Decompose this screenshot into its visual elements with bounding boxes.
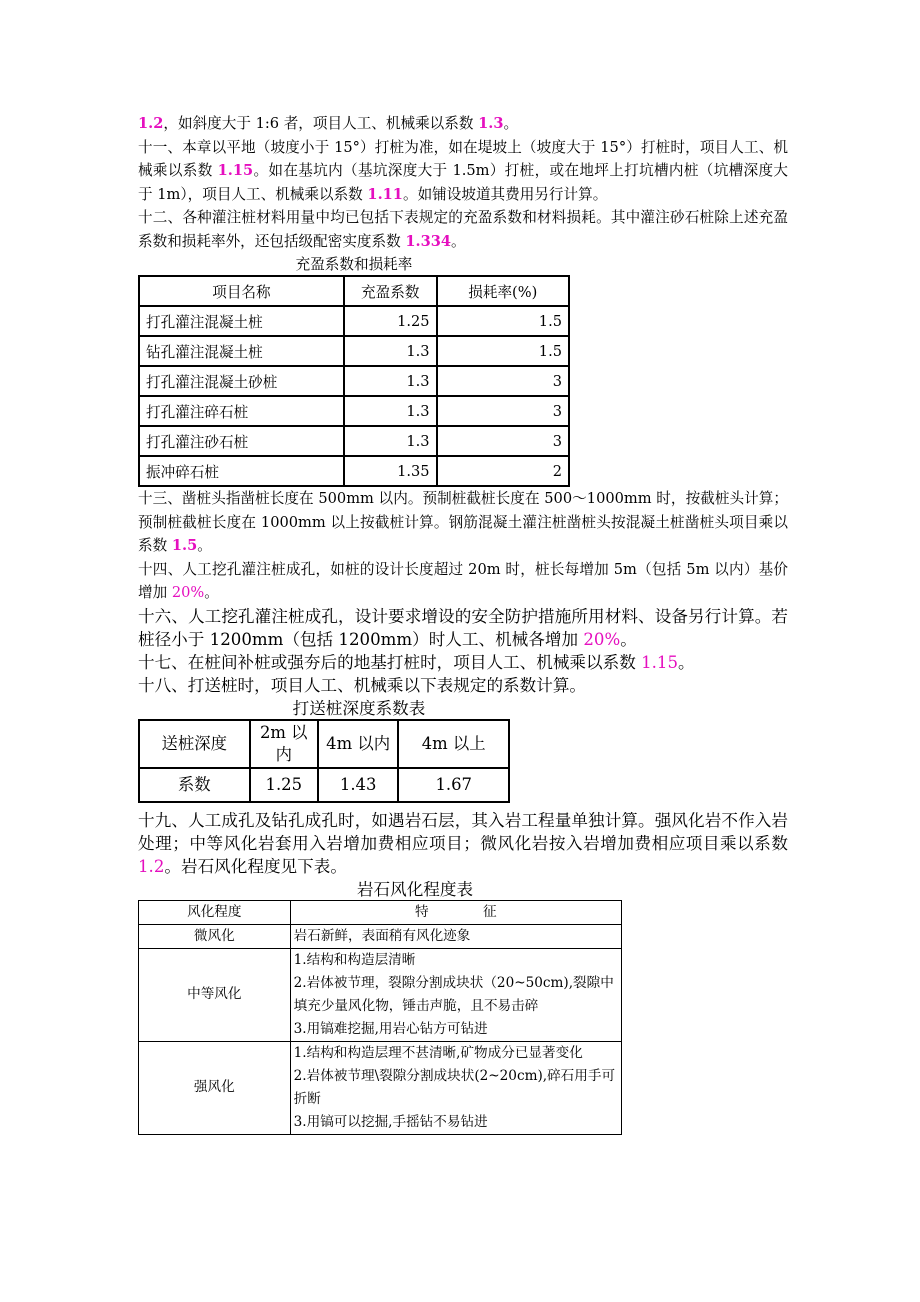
table-row — [139, 426, 569, 456]
table-row — [139, 456, 569, 486]
document-page — [138, 112, 788, 1135]
table-cell: 中等风化 — [139, 948, 291, 1041]
table-cell: 1.结构和构造层理不甚清晰,矿物成分已显著变化 2.岩体被节理\裂隙分割成块状(2~20cm),碎石用手可折断 3.用镐可以挖掘,手摇钻不易钻进 — [290, 1041, 621, 1134]
table-cell: 系数 — [139, 768, 250, 802]
table-header-cell: 特 征 — [290, 900, 621, 924]
table-cell: 打孔灌注砂石桩 — [139, 426, 344, 456]
table-header-cell: 2m 以内 — [250, 720, 318, 768]
table-cell: 2 — [437, 456, 569, 486]
table-cell: 岩石新鲜，表面稍有风化迹象 — [290, 924, 621, 948]
table-cell: 钻孔灌注混凝土桩 — [139, 336, 344, 366]
paragraph-12: 十二、各种灌注桩材料用量中均已包括下表规定的充盈系数和材料损耗。其中灌注砂石桩除上述充盈系数和损耗率外，还包括级配密实度系数 1.334。 — [138, 209, 788, 250]
table-cell: 1.结构和构造层清晰 2.岩体被节理，裂隙分割成块状（20~50cm),裂隙中填充少量风化物，锤击声脆，且不易击碎 3.用镐难挖掘,用岩心钻方可钻进 — [290, 948, 621, 1041]
paragraph-11: 十一、本章以平地（坡度小于 15°）打桩为准，如在堤坡上（坡度大于 15°）打桩时，项目人工、机械乘以系数 1.15。如在基坑内（基坑深度大于 1.5m）打桩，或在地坪上打坑槽内桩（坑槽深度大于 1m），项目人工、机械乘以系数 1.11。如铺设坡道其费用另行计算。 — [138, 138, 788, 203]
pile-depth-coefficient-table — [138, 719, 510, 803]
paragraph-14: 十四、人工挖孔灌注桩成孔，如桩的设计长度超过 20m 时，桩长每增加 5m（包括 5m 以内）基价增加 20%。 — [138, 560, 788, 601]
table3-caption: 岩石风化程度表 — [356, 879, 474, 899]
table-cell: 打孔灌注碎石桩 — [139, 396, 344, 426]
table-cell: 1.35 — [344, 456, 437, 486]
paragraph-continued: 1.2，如斜度大于 1:6 者，项目人工、机械乘以系数 1.3。 — [138, 115, 519, 132]
table-cell: 1.25 — [344, 306, 437, 336]
table1-caption: 充盈系数和损耗率 — [295, 256, 413, 273]
table-cell: 3 — [437, 366, 569, 396]
table-header-row — [139, 276, 569, 306]
table-cell: 1.5 — [437, 336, 569, 366]
paragraph-13: 十三、凿桩头指凿桩长度在 500mm 以内。预制桩截桩长度在 500～1000mm 时，按截桩头计算；预制桩截桩长度在 1000mm 以上按截桩计算。钢筋混凝土灌注桩凿桩头按混凝土桩凿桩头项目乘以系数 1.5。 — [138, 490, 788, 554]
table-row — [139, 396, 569, 426]
table-row — [139, 948, 622, 1041]
table-cell: 微风化 — [139, 924, 291, 948]
filling-coefficient-table — [138, 275, 570, 487]
table-header-cell: 损耗率(%) — [437, 276, 569, 306]
table-cell: 1.3 — [344, 426, 437, 456]
table-cell: 1.25 — [250, 768, 318, 802]
table-row — [139, 366, 569, 396]
table-row — [139, 336, 569, 366]
table-cell: 1.3 — [344, 396, 437, 426]
table-cell: 1.67 — [398, 768, 509, 802]
table-header-cell: 送桩深度 — [139, 720, 250, 768]
table-row — [139, 924, 622, 948]
table2-caption: 打送桩深度系数表 — [292, 698, 426, 718]
table-row — [139, 306, 569, 336]
weathering-degree-table — [138, 900, 622, 1135]
table-cell: 振冲碎石桩 — [139, 456, 344, 486]
paragraph-17: 十七、在桩间补桩或强夯后的地基打桩时，项目人工、机械乘以系数 1.15。 — [138, 652, 695, 672]
table-header-cell: 项目名称 — [139, 276, 344, 306]
table-cell: 打孔灌注混凝土砂桩 — [139, 366, 344, 396]
table-row — [139, 768, 509, 802]
table-header-cell: 风化程度 — [139, 900, 291, 924]
paragraph-18: 十八、打送桩时，项目人工、机械乘以下表规定的系数计算。 — [138, 675, 587, 695]
table-cell: 3 — [437, 426, 569, 456]
paragraph-19: 十九、人工成孔及钻孔成孔时，如遇岩石层，其入岩工程量单独计算。强风化岩不作入岩处理；中等风化岩套用入岩增加费相应项目；微风化岩按入岩增加费相应项目乘以系数 1.2。岩石风化程度见下表。 — [138, 810, 788, 876]
table-cell: 1.43 — [318, 768, 398, 802]
table-cell: 1.3 — [344, 366, 437, 396]
table-cell: 1.3 — [344, 336, 437, 366]
table-header-row — [139, 720, 509, 768]
table-header-cell: 充盈系数 — [344, 276, 437, 306]
table-header-cell: 4m 以内 — [318, 720, 398, 768]
table-header-cell: 4m 以上 — [398, 720, 509, 768]
table-cell: 强风化 — [139, 1041, 291, 1134]
table-cell: 1.5 — [437, 306, 569, 336]
table-cell: 3 — [437, 396, 569, 426]
table-cell: 打孔灌注混凝土桩 — [139, 306, 344, 336]
table-row — [139, 1041, 622, 1134]
paragraph-16: 十六、人工挖孔灌注桩成孔，设计要求增设的安全防护措施所用材料、设备另行计算。若桩径小于 1200mm（包括 1200mm）时人工、机械各增加 20%。 — [138, 606, 788, 649]
table-header-row — [139, 900, 622, 924]
